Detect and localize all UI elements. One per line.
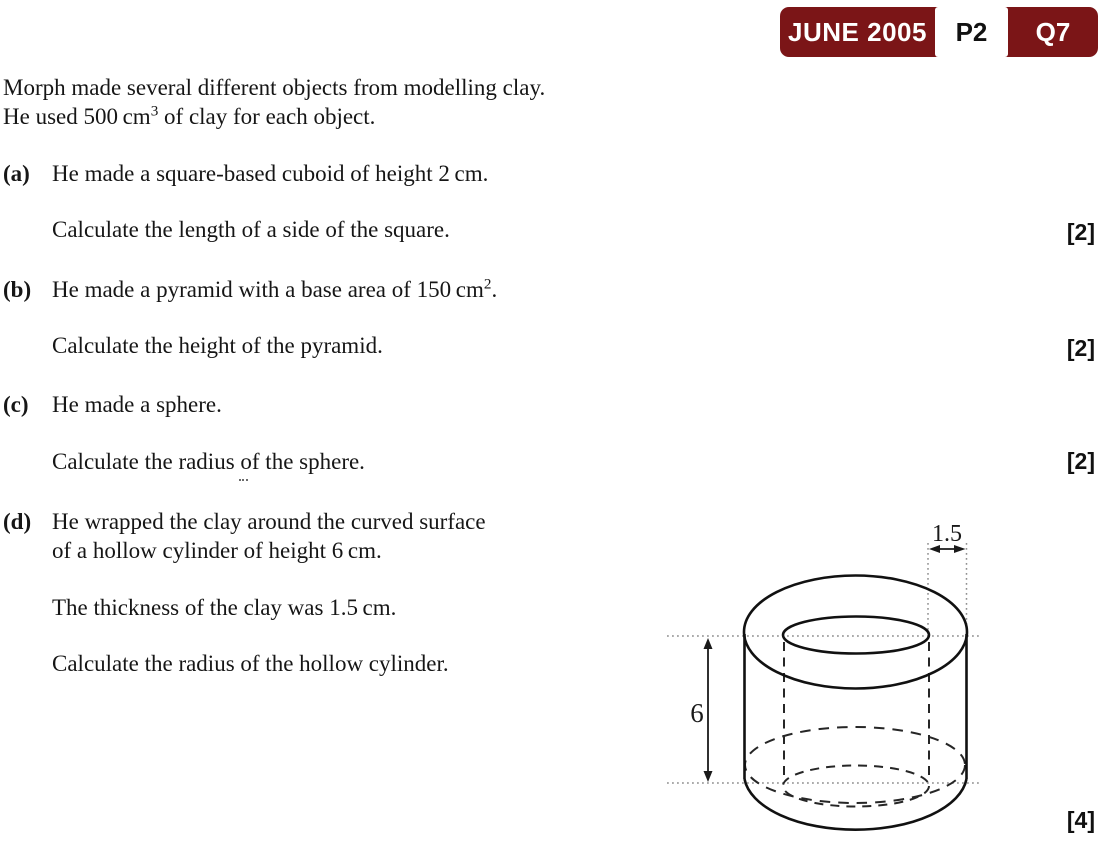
hidden-edges [745, 642, 965, 807]
part-a-marks: [2] [1066, 219, 1095, 245]
part-a-statement: (a) He made a square-based cuboid of height 2 cm. [3, 161, 489, 186]
superscript-2: 2 [483, 275, 492, 293]
part-d-statement-line2: of a hollow cylinder of height 6 cm. [52, 538, 382, 563]
part-d-label: (d) [3, 509, 32, 534]
badge-session: JUNE 2005 [788, 16, 927, 47]
part-c-task: Calculate the radius of the sphere. [52, 449, 365, 474]
part-b-label: (b) [3, 277, 32, 302]
part-d-statement-line1: (d) He wrapped the clay around the curved surface [3, 509, 486, 534]
part-d-task: Calculate the radius of the hollow cylinder. [52, 651, 449, 676]
intro-line-2: He used 500 $cm^3$ of clay for each object. [3, 102, 376, 129]
height-label: 6 [690, 698, 704, 728]
part-d-marks: [4] [1066, 807, 1095, 833]
question-badge [780, 7, 1098, 57]
part-b-marks: [2] [1066, 335, 1095, 361]
height-dimension [704, 638, 713, 782]
part-b-statement: (b) He made a pyramid with a base area of 150 $cm^2$. [3, 275, 498, 302]
part-d-statement-2: The thickness of the clay was 1.5 cm. [52, 595, 397, 620]
badge-paper: P2 [935, 7, 1008, 57]
part-a-task: Calculate the length of a side of the square. [52, 217, 450, 242]
intro-line-1: Morph made several different objects from modelling clay. [3, 75, 546, 100]
hollow-cylinder-diagram [660, 505, 1000, 843]
part-c-marks: [2] [1066, 448, 1095, 474]
part-c-statement: (c) He made a sphere. [3, 392, 222, 417]
part-c-label: (c) [3, 392, 29, 417]
scan-speck [239, 477, 248, 481]
superscript-3: 3 [150, 102, 159, 120]
dotted-guides [667, 543, 982, 783]
thickness-label: 1.5 [932, 521, 962, 547]
part-b-task: Calculate the height of the pyramid. [52, 333, 383, 358]
badge-question: Q7 [1035, 16, 1071, 47]
part-a-label: (a) [3, 161, 30, 186]
